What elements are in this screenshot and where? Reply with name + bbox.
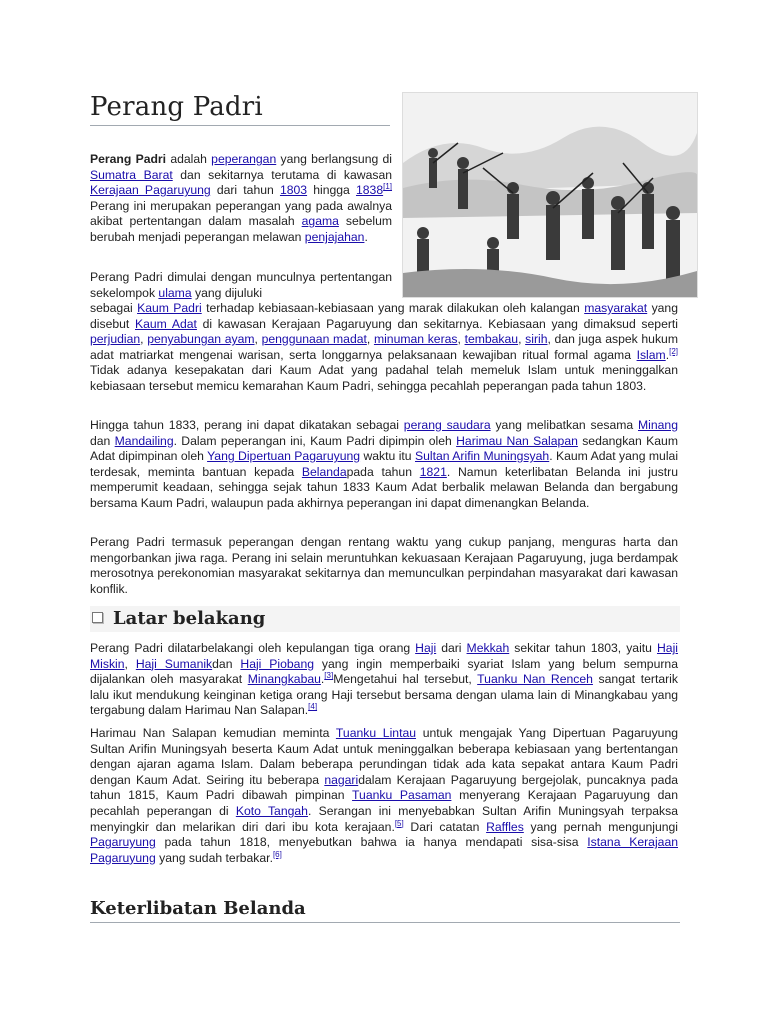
ref-3[interactable]: [3] [324, 671, 334, 681]
text: . Serangan ini menyebabkan Sultan Arifin Muningsyah terpaksa menyingkir dan melarikan diri dari ibu kota kerajaan. [90, 803, 678, 834]
link-penggunaan-madat[interactable]: penggunaan madat [261, 332, 367, 347]
text: . [364, 229, 368, 244]
text: , [254, 332, 262, 347]
section-heading-latar-belakang [90, 606, 680, 632]
link-tuanku-lintau[interactable]: Tuanku Lintau [335, 726, 417, 740]
text: Mengetahui hal tersebut, [333, 672, 478, 687]
text: dan [90, 433, 115, 448]
link-minangkabau[interactable]: Minangkabau [247, 672, 321, 687]
text: sebelum berubah menjadi peperangan melawan [90, 214, 392, 244]
text: dari tahun [210, 183, 280, 198]
text: waktu itu [360, 449, 415, 464]
link-perjudian[interactable]: perjudian [90, 332, 141, 347]
link-ulama[interactable]: ulama [158, 285, 192, 300]
text: dan sekitarnya terutama di kawasan [172, 167, 392, 182]
link-sumatra-barat[interactable]: Sumatra Barat [90, 167, 173, 182]
intro-paragraph [90, 152, 392, 246]
link-yang-dipertuan-pagaruyung[interactable]: Yang Dipertuan Pagaruyung [207, 449, 361, 464]
link-minuman-keras[interactable]: minuman keras [373, 332, 458, 347]
link-sirih[interactable]: sirih [525, 332, 548, 347]
text: Perang Padri dimulai dengan munculnya pertentangan sekelompok [90, 270, 392, 300]
text: yang pernah mengunjungi [523, 819, 679, 834]
page-title: Perang Padri [90, 92, 390, 126]
link-haji-sumanik[interactable]: Haji Sumanik [135, 656, 213, 671]
link-haji[interactable]: Haji [415, 641, 437, 655]
text: Dari catatan [403, 819, 487, 834]
paragraph-2 [90, 301, 678, 395]
link-koto-tangah[interactable]: Koto Tangah [235, 803, 308, 818]
text: sangat tertarik lalu ikut mendukung keinginan ketiga orang Haji tersebut bersama dengan ulama lain di Minangkabau yang tergabung dalam Harimau Nan Salapan. [90, 672, 678, 718]
link-tembakau[interactable]: tembakau [464, 332, 519, 347]
link-kaum-adat[interactable]: Kaum Adat [135, 316, 197, 331]
ref-1[interactable]: [1] [383, 182, 393, 192]
text: pada tahun [346, 464, 420, 479]
text: yang ingin memperbaiki syariat Islam yang belum sempurna dijalankan oleh masyarakat [90, 656, 678, 687]
ref-4[interactable]: [4] [308, 702, 318, 712]
text: dalam Kerajaan Pagaruyung bergejolak, puncaknya pada tahun 1815, Kaum Padri dibawah pimpinan [90, 772, 679, 803]
link-sultan-arifin-muningsyah[interactable]: Sultan Arifin Muningsyah [415, 449, 550, 464]
text: yang berlangsung di [276, 152, 392, 166]
link-haji-miskin[interactable]: Haji Miskin [90, 641, 678, 671]
link-mekkah[interactable]: Mekkah [466, 641, 510, 655]
link-peperangan[interactable]: peperangan [211, 152, 277, 166]
link-penjajahan[interactable]: penjajahan [304, 229, 365, 244]
link-1803[interactable]: 1803 [279, 183, 308, 198]
text: terhadap kebiasaan-kebiasaan yang marak dilakukan oleh kalangan [201, 301, 585, 315]
link-penyabungan-ayam[interactable]: penyabungan ayam [147, 332, 255, 347]
text: . [320, 672, 325, 687]
ref-2[interactable]: [2] [669, 346, 678, 356]
text: Hingga tahun 1833, perang ini dapat dikatakan sebagai [90, 418, 404, 432]
paragraph-3 [90, 418, 678, 512]
text: dari [436, 641, 467, 655]
text: Tidak adanya kesepakatan dari Kaum Adat yang padahal telah memeluk Islam untuk meninggalkan kebiasaan tersebut memicu kemarahan Kaum Padri, sehingga pecahlah peperangan pada tahun 1803. [90, 363, 678, 393]
section-heading-keterlibatan-belanda: Keterlibatan Belanda [90, 898, 680, 923]
text: adalah [166, 152, 212, 166]
text: , [457, 332, 465, 347]
link-belanda[interactable]: Belanda [301, 464, 347, 479]
text: sebagai [90, 301, 138, 315]
link-agama[interactable]: agama [301, 214, 339, 229]
battle-illustration[interactable] [402, 92, 698, 298]
text: pada tahun 1818, menyebutkan bahwa ia hanya mendapati sisa-sisa [155, 835, 588, 850]
link-nagari[interactable]: nagari [324, 772, 359, 787]
text: . [665, 347, 670, 362]
link-mandailing[interactable]: Mandailing [114, 433, 174, 448]
text: , dan juga aspek hukum adat matriarkat mengenai warisan, serta longgarnya pelaksanaan kewajiban ritual formal agama [90, 332, 678, 362]
link-1838[interactable]: 1838 [355, 183, 384, 198]
text: . Dalam peperangan ini, Kaum Padri dipimpin oleh [173, 433, 457, 448]
link-haji-piobang[interactable]: Haji Piobang [240, 656, 315, 671]
link-istana-kerajaan-pagaruyung[interactable]: Istana Kerajaan Pagaruyung [90, 835, 678, 865]
text: , [518, 332, 526, 347]
bold-term: Perang Padri [90, 152, 167, 166]
text: yang sudah terbakar. [155, 850, 273, 865]
text: menyerang Kerajaan Pagaruyung dan pecahlah peperangan di [90, 788, 678, 818]
ref-6[interactable]: [6] [272, 849, 282, 859]
text: yang disebut [90, 301, 678, 331]
link-tuanku-pasaman[interactable]: Tuanku Pasaman [352, 788, 452, 803]
text: yang dijuluki [191, 285, 263, 300]
text: dan [212, 656, 241, 671]
paragraph-5 [90, 641, 678, 719]
text: Perang ini merupakan peperangan yang pada awalnya akibat pertentangan dalam masalah [90, 198, 392, 229]
link-1821[interactable]: 1821 [419, 464, 447, 479]
text: . Namun keterlibatan Belanda ini justru memperumit keadaan, sehingga sejak tahun 1833 Kaum Adat berbalik melawan Belanda dan bergabung bersama Kaum Padri, walaupun pada akhirnya peperangan ini dapat dimenangkan Belanda. [90, 464, 678, 510]
paragraph-4: Perang Padri termasuk peperangan dengan rentang waktu yang cukup panjang, menguras harta dan mengorbankan jiwa raga. Perang ini selain meruntuhkan kekuasaan Kerajaan Pagaruyung, juga berdampak merosotnya perekonomian masyarakat sekitarnya dan memunculkan perpindahan masyarakat dari kawasan konflik. [90, 535, 678, 596]
text: hingga [307, 183, 356, 198]
text: , [124, 656, 136, 671]
link-kerajaan-pagaruyung[interactable]: Kerajaan Pagaruyung [90, 183, 211, 198]
paragraph-2-head [90, 270, 392, 301]
text: Perang Padri dilatarbelakangi oleh kepulangan tiga orang [90, 641, 416, 655]
text: , [366, 332, 374, 347]
text: untuk mengajak Yang Dipertuan Pagaruyung Sultan Arifin Muningsyah beserta Kaum Adat untuk meninggalkan beberapa kebiasaan yang bertentangan dengan ajaran agama Islam. Dalam beberapa perundingan tidak ada kata sepakat antara Kaum Padri dengan Kaum Adat. Seiring itu beberapa [90, 726, 678, 787]
text: sedangkan Kaum Adat dipimpinan oleh [90, 433, 678, 464]
collapse-toggle-icon[interactable] [92, 612, 103, 623]
ref-5[interactable]: [5] [394, 818, 404, 828]
link-islam[interactable]: Islam [636, 347, 666, 362]
link-perang-saudara[interactable]: perang saudara [403, 418, 491, 432]
link-harimau-nan-salapan[interactable]: Harimau Nan Salapan [456, 433, 578, 448]
link-raffles[interactable]: Raffles [486, 819, 524, 834]
paragraph-6 [90, 726, 678, 866]
text: di kawasan Kerajaan Pagaruyung dan sekitarnya. Kebiasaan yang dimaksud seperti [196, 316, 679, 331]
text: yang melibatkan sesama [490, 418, 638, 432]
text: Harimau Nan Salapan kemudian meminta [90, 726, 336, 740]
section-heading-text: Latar belakang [113, 608, 266, 629]
text: . Kaum Adat yang mulai terdesak, meminta bantuan kepada [90, 449, 679, 479]
link-masyarakat[interactable]: masyarakat [584, 301, 648, 315]
link-tuanku-nan-renceh[interactable]: Tuanku Nan Renceh [477, 672, 593, 687]
battle-illustration-drawing [403, 93, 697, 297]
link-kaum-padri[interactable]: Kaum Padri [137, 301, 202, 315]
link-minang[interactable]: Minang [638, 418, 678, 432]
text: sekitar tahun 1803, yaitu [509, 641, 657, 655]
link-pagaruyung[interactable]: Pagaruyung [90, 835, 156, 850]
text: , [140, 332, 148, 347]
